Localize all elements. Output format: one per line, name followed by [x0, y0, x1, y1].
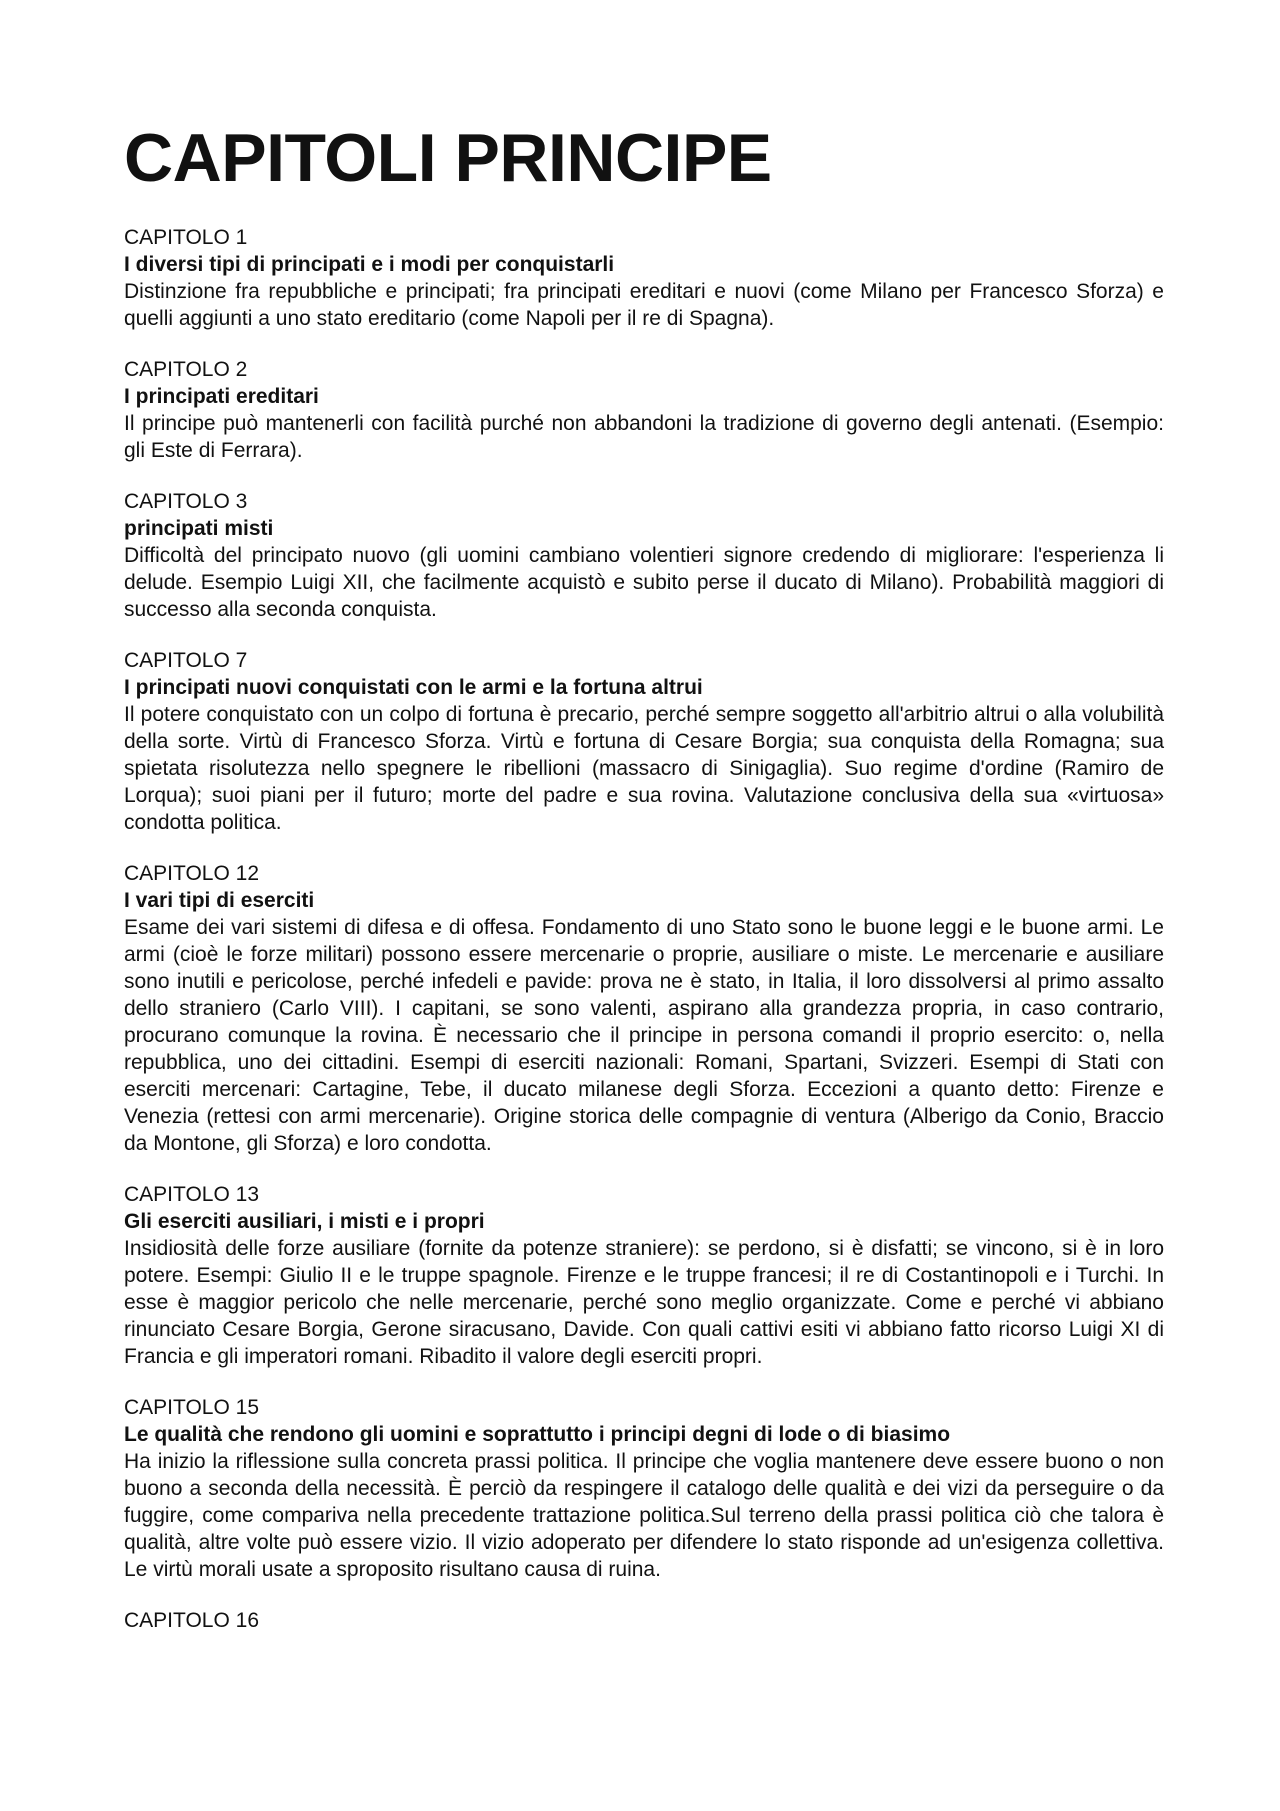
chapter-title: I principati ereditari	[124, 385, 319, 408]
chapter-number: CAPITOLO 2	[124, 358, 248, 381]
chapter-7	[124, 647, 1164, 836]
chapter-title: I vari tipi di eserciti	[124, 889, 315, 912]
chapter-summary: Ha inizio la riflessione sulla concreta prassi politica. Il principe che voglia mantenere deve essere buono o non buono a seconda della necessità. È perciò da respingere il catalogo delle qualità e dei vizi da perseguire o da fuggire, come compariva nella precedente trattazione politica.Sul terreno della prassi politica ciò che talora è qualità, altre volte può essere vizio. Il vizio adoperato per difendere lo stato risponde ad un'esigenza collettiva. Le virtù morali usate a sproposito risultano causa di ruina.	[124, 1450, 1164, 1581]
chapter-title: I principati nuovi conquistati con le armi e la fortuna altrui	[124, 676, 703, 699]
chapter-title: I diversi tipi di principati e i modi per conquistarli	[124, 253, 615, 276]
chapter-number: CAPITOLO 3	[124, 490, 248, 513]
chapter-title: principati misti	[124, 517, 274, 540]
chapter-13	[124, 1181, 1164, 1370]
chapter-summary: Distinzione fra repubbliche e principati; fra principati ereditari e nuovi (come Milano per Francesco Sforza) e quelli aggiunti a uno stato ereditario (come Napoli per il re di Spagna).	[124, 280, 1164, 330]
chapter-number: CAPITOLO 7	[124, 649, 248, 672]
chapter-number: CAPITOLO 13	[124, 1183, 260, 1206]
chapter-title: Le qualità che rendono gli uomini e soprattutto i principi degni di lode o di biasimo	[124, 1423, 951, 1446]
document-page	[124, 120, 1164, 1658]
chapter-summary: Il principe può mantenerli con facilità purché non abbandoni la tradizione di governo degli antenati. (Esempio: gli Este di Ferrara).	[124, 412, 1164, 462]
chapter-2	[124, 356, 1164, 464]
chapter-summary: Il potere conquistato con un colpo di fortuna è precario, perché sempre soggetto all'arbitrio altrui o alla volubilità della sorte. Virtù di Francesco Sforza. Virtù e fortuna di Cesare Borgia; sua conquista della Romagna; sua spietata risolutezza nello spegnere le ribellioni (massacro di Sinigaglia). Suo regime d'ordine (Ramiro de Lorqua); suoi piani per il futuro; morte del padre e sua rovina. Valutazione conclusiva della sua «virtuosa» condotta politica.	[124, 703, 1164, 834]
chapter-15	[124, 1394, 1164, 1583]
chapter-16	[124, 1607, 1164, 1634]
chapter-number: CAPITOLO 1	[124, 226, 248, 249]
chapter-number: CAPITOLO 16	[124, 1609, 260, 1632]
chapter-1	[124, 224, 1164, 332]
chapter-summary: Insidiosità delle forze ausiliare (fornite da potenze straniere): se perdono, si è disfatti; se vincono, si è in loro potere. Esempi: Giulio II e le truppe spagnole. Firenze e le truppe francesi; il re di Costantinopoli e i Turchi. In esse è maggior pericolo che nelle mercenarie, perché sono meglio organizzate. Come e perché vi abbiano rinunciato Cesare Borgia, Gerone siracusano, Davide. Con quali cattivi esiti vi abbiano fatto ricorso Luigi XI di Francia e gli imperatori romani. Ribadito il valore degli eserciti propri.	[124, 1237, 1164, 1368]
page-title: CAPITOLI PRINCIPE	[124, 120, 772, 196]
chapter-title: Gli eserciti ausiliari, i misti e i propri	[124, 1210, 485, 1233]
chapter-12	[124, 860, 1164, 1157]
chapter-3	[124, 488, 1164, 623]
chapter-summary: Esame dei vari sistemi di difesa e di offesa. Fondamento di uno Stato sono le buone leggi e le buone armi. Le armi (cioè le forze militari) possono essere mercenarie o proprie, ausiliare o miste. Le mercenarie e ausiliare sono inutili e pericolose, perché infedeli e pavide: prova ne è stato, in Italia, il loro dissolversi al primo assalto dello straniero (Carlo VIII). I capitani, se sono valenti, aspirano alla grandezza propria, in caso contrario, procurano comunque la rovina. È necessario che il principe in persona comandi il proprio esercito: o, nella repubblica, uno dei cittadini. Esempi di eserciti nazionali: Romani, Spartani, Svizzeri. Esempi di Stati con eserciti mercenari: Cartagine, Tebe, il ducato milanese degli Sforza. Eccezioni a quanto detto: Firenze e Venezia (rettesi con armi mercenarie). Origine storica delle compagnie di ventura (Alberigo da Conio, Braccio da Montone, gli Sforza) e loro condotta.	[124, 916, 1164, 1155]
chapter-summary: Difficoltà del principato nuovo (gli uomini cambiano volentieri signore credendo di migliorare: l'esperienza li delude. Esempio Luigi XII, che facilmente acquistò e subito perse il ducato di Milano). Probabilità maggiori di successo alla seconda conquista.	[124, 544, 1164, 621]
chapter-number: CAPITOLO 12	[124, 862, 260, 885]
chapter-number: CAPITOLO 15	[124, 1396, 260, 1419]
